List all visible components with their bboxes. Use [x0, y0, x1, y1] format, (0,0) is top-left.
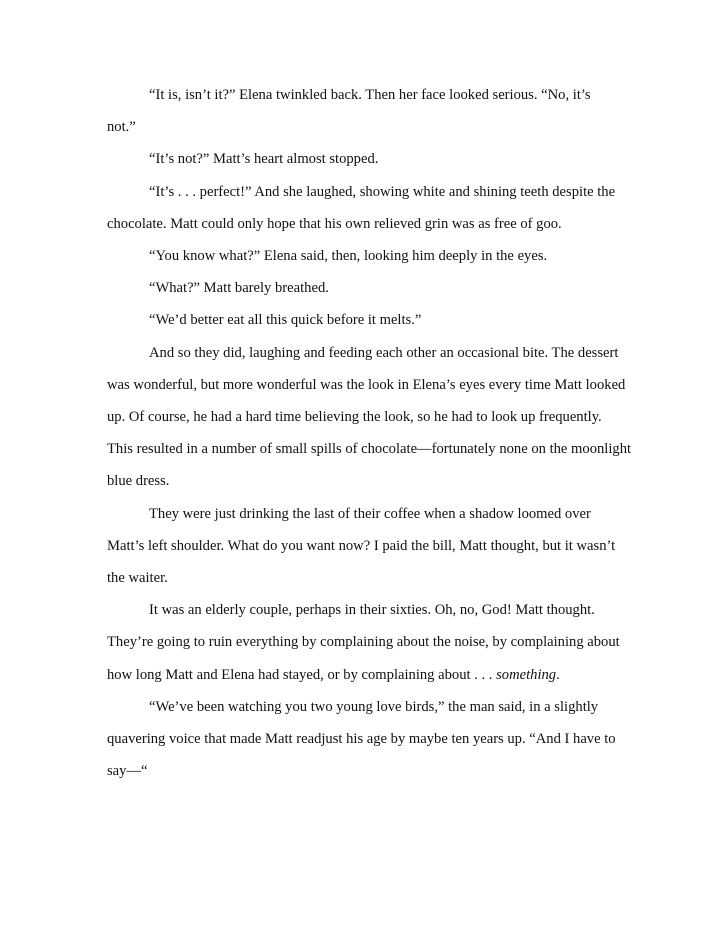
text-line: “We’ve been watching you two young love birds,” the man said, in a slightly: [149, 698, 599, 715]
text-line: Matt’s left shoulder. What do you want now? I paid the bill, Matt thought, but it wasn’t: [107, 537, 616, 554]
text-line: “It’s not?” Matt’s heart almost stopped.: [149, 151, 379, 168]
text-line: “You know what?” Elena said, then, looking him deeply in the eyes.: [149, 248, 548, 265]
text-line: the waiter.: [107, 570, 168, 587]
text-line: say—“: [107, 763, 148, 780]
paragraph-6: [107, 304, 627, 336]
text-segment: .: [556, 666, 560, 683]
paragraph-3: [107, 176, 627, 240]
paragraph-1: [107, 79, 627, 143]
text-line: was wonderful, but more wonderful was the look in Elena’s eyes every time Matt looked: [107, 376, 626, 393]
paragraph-10: [107, 691, 627, 788]
manuscript-text: [107, 79, 632, 787]
text-line: They were just drinking the last of their coffee when a shadow loomed over: [149, 505, 591, 522]
text-line: up. Of course, he had a hard time believing the look, so he had to look up frequently.: [107, 409, 602, 426]
text-line: It was an elderly couple, perhaps in their sixties. Oh, no, God! Matt thought.: [149, 602, 595, 619]
text-line: “It’s . . . perfect!” And she laughed, showing white and shining teeth despite the: [149, 183, 616, 200]
text-segment: how long Matt and Elena had stayed, or by complaining about . . .: [107, 666, 497, 683]
text-line: And so they did, laughing and feeding each other an occasional bite. The dessert: [149, 344, 619, 361]
text-line: not.”: [107, 119, 136, 136]
text-line: blue dress.: [107, 473, 170, 490]
text-line: “What?” Matt barely breathed.: [149, 280, 329, 297]
paragraph-2: [107, 143, 627, 175]
paragraph-5: [107, 272, 627, 304]
paragraph-7: [107, 337, 632, 498]
text-line: chocolate. Matt could only hope that his own relieved grin was as free of goo.: [107, 215, 562, 232]
paragraph-8: [107, 498, 627, 595]
text-line: quavering voice that made Matt readjust his age by maybe ten years up. “And I have to: [107, 731, 616, 748]
text-line: “We’d better eat all this quick before it melts.”: [149, 312, 422, 329]
text-line-with-emphasis: [65, 659, 627, 691]
text-line: This resulted in a number of small spills of chocolate—fortunately none on the moonlight: [107, 441, 632, 458]
text-line: They’re going to ruin everything by complaining about the noise, by complaining about: [107, 634, 620, 651]
paragraph-4: [107, 240, 627, 272]
italic-emphasis: something: [496, 666, 557, 683]
paragraph-9: [107, 594, 627, 691]
text-line: “It is, isn’t it?” Elena twinkled back. Then her face looked serious. “No, it’s: [149, 87, 591, 103]
